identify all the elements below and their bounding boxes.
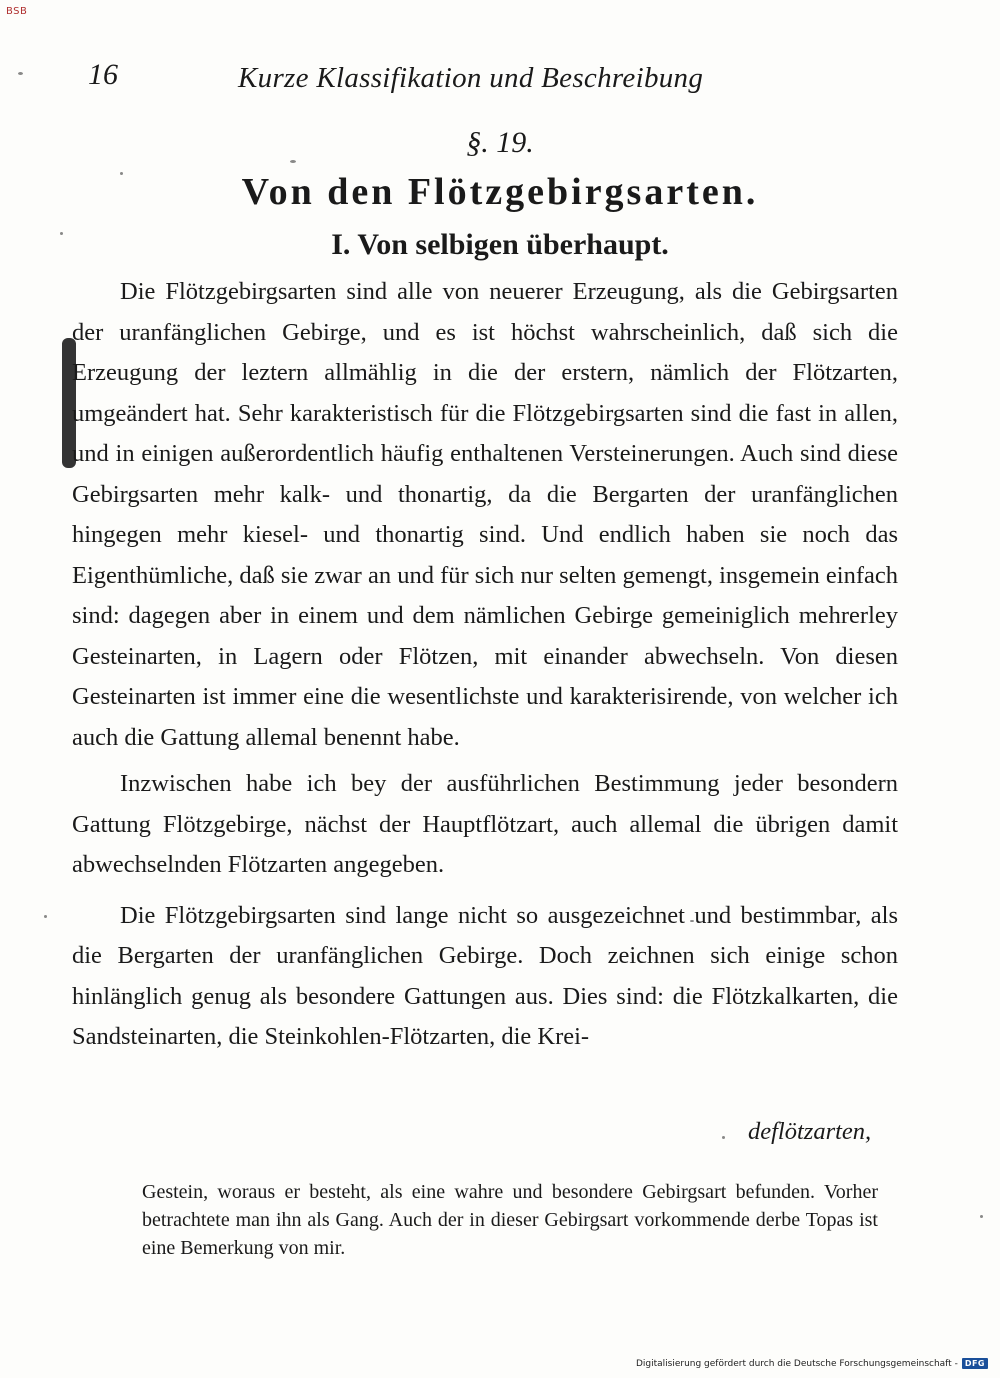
scan-speck xyxy=(980,1215,983,1218)
running-head xyxy=(80,48,780,98)
funding-notice xyxy=(636,1358,988,1369)
footnote xyxy=(142,1178,878,1262)
dfg-logo: DFG xyxy=(962,1358,988,1369)
subheading: I. Von selbigen überhaupt. xyxy=(331,228,669,261)
funding-notice-text: Digitalisierung gefördert durch die Deutsche Forschungsgemeinschaft - xyxy=(635,1358,958,1369)
library-mark: BSB xyxy=(6,6,28,17)
chapter-heading: Von den Flötzgebirgsarten. xyxy=(241,171,759,213)
body-text xyxy=(72,272,898,1058)
running-title: Kurze Klassifikation und Beschreibung xyxy=(238,62,704,94)
scan-speck xyxy=(18,72,23,75)
paragraph: Die Flötzgebirgsarten sind lange nicht so ausgezeichnet und bestimmbar, als die Bergarten der uranfänglichen Gebirge. Doch zeichnen sich einige schon hinlänglich genug als besondere Gattungen aus. Dies sind: die Flötzkalkarten, die Sandsteinarten, die Steinkohlen-Flötzarten, die Krei- xyxy=(72,901,898,1050)
paragraph: Die Flötzgebirgsarten sind alle von neuerer Erzeugung, als die Gebirgsarten der uranfänglichen Gebirge, und es ist höchst wahrscheinlich, daß sich die Erzeugung der leztern allmählig in die der erstern, nämlich der Flötzarten, umgeändert hat. Sehr karakteristisch für die Flötzgebirgsarten sind die fast in allen, und in einigen außerordentlich häufig enthaltenen Versteinerungen. Auch sind diese Gebirgsarten mehr kalk- und thonartig, da die Bergarten der uranfänglichen hingegen mehr kiesel- und thonartig sind. Und endlich haben sie noch das Eigenthümliche, daß sie zwar an und für sich nur selten gemengt, insgemein einfach sind: dagegen aber in einem und dem nämlichen Gebirge gemeiniglich mehrerley Gesteinarten, in Lagern oder Flötzen, mit einander abwechseln. Von diesen Gesteinarten ist immer eine die wesentlichste und karakterisirende, von welcher ich auch die Gattung allemal benennt habe. xyxy=(72,278,898,751)
page-number: 16 xyxy=(88,58,118,91)
footnote-text: Gestein, woraus er besteht, als eine wahre und besondere Gebirgsart befunden. Vorher betrachtete man ihn als Gang. Auch der in dieser Gebirgsart vorkommende derbe Topas ist eine Bemerkung von mir. xyxy=(142,1181,878,1259)
scan-speck xyxy=(722,1136,725,1139)
catchword: deflötzarten, xyxy=(748,1118,872,1145)
paragraph: Inzwischen habe ich bey der ausführlichen Bestimmung jeder besondern Gattung Flötzgebirge, nächst der Hauptflötzart, auch allemal die übrigen damit abwechselnden Flötzarten angegeben. xyxy=(72,770,898,878)
scan-speck xyxy=(44,915,47,918)
section-number: §. 19. xyxy=(466,126,534,159)
scan-speck xyxy=(290,160,296,163)
